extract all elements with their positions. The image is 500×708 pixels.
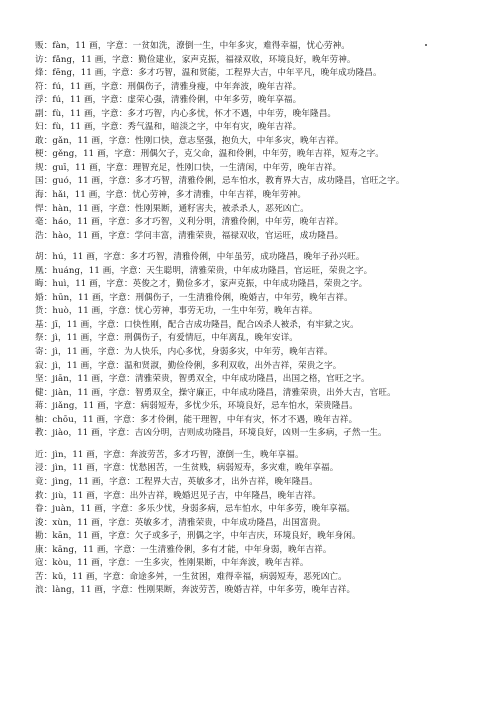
entry-line: 副：fù，11 画，字意：多才巧智，内心多忧，怀才不遇，中年劳，晚年隆昌。 xyxy=(35,108,337,119)
entry-line: 基：jī，11 画，字意：口快性刚，配合吉成功隆昌，配合凶杀人被杀，有牢狱之灾。 xyxy=(35,319,359,330)
entry-line: 晦：huì，11 画，字意：英俊之才，勤俭多才，家声克振，中年成功隆昌，荣贵之字。 xyxy=(35,279,368,290)
entry-line: 浩：hào，11 画，字意：学问丰富，清雅荣贵，福禄双收，官运旺，成功隆昌。 xyxy=(35,230,344,241)
entry-line: 敢：gǎn，11 画，字意：性刚口快，意志坚强，抱负大，中年多灾，晚年吉祥。 xyxy=(35,135,344,146)
entry-line: 浸：jìn，11 画，字意：忧愁困苦，一生贫贱，病弱短寿，多灾难，晚年享福。 xyxy=(35,463,339,474)
entry-line: 婚：hūn，11 画，字意：刑偶伤子，一生清雅伶俐，晚婚吉，中年劳，晚年吉祥。 xyxy=(35,292,353,303)
entry-line: 毫：háo，11 画，字意：多才巧智，义利分明，清雅伶俐，中年劳，晚年吉祥。 xyxy=(35,217,344,228)
entry-line: 竟：jìng，11 画，字意：工程界大吉，英敏多才，出外吉祥，晚年隆昌。 xyxy=(35,476,318,487)
entry-line: 凰：huáng，11 画，字意：天生聪明，清雅荣贵，中年成功隆昌，官运旺，荣贵之字。 xyxy=(35,265,373,276)
corner-dot xyxy=(425,44,427,46)
entry-line: 救：jiù，11 画，字意：出外吉祥，晚婚迟见子吉，中年隆昌，晚年吉祥。 xyxy=(35,490,322,501)
entry-line: 勘：kān，11 画，字意：欠子或多子，刑偶之字，中年吉庆，环境良好，晚年身闲。 xyxy=(35,531,361,542)
entry-line: 访：fǎng，11 画，字意：勤俭建业，家声克振，福禄双收，环境良好，晚年劳神。 xyxy=(35,54,356,65)
entry-section-2 xyxy=(35,251,462,441)
entry-line: 寄：jì，11 画，字意：为人快乐，内心多忧，身弱多灾，中年劳，晚年吉祥。 xyxy=(35,347,333,358)
entry-line: 康：kāng，11 画，字意：一生清雅伶俐，多有才能，中年身弱，晚年吉祥。 xyxy=(35,544,332,555)
entry-line: 眷：juàn，11 画，字意：多乐少忧，身弱多病，忌车怕水，中年多劳，晚年享福。 xyxy=(35,504,356,515)
entry-line: 妇：fù，11 画，字意：秀气温和，暗淡之字，中年有灾，晚年吉祥。 xyxy=(35,122,302,133)
entry-line: 货：huò，11 画，字意：忧心劳神，事劳无功，一生中年劳，晚年吉祥。 xyxy=(35,306,318,317)
entry-line: 寂：jì，11 画，字意：温和贤淑，勤俭伶俐，多利双收，出外吉祥，荣贵之字。 xyxy=(35,360,342,371)
entry-line: 浚：xùn，11 画，字意：英敏多才，清雅荣贵，中年成功隆昌，出国富贵。 xyxy=(35,517,326,528)
entry-line: 健：jiàn，11 画，字意：智勇双全，操守廉正，中年成功隆昌，清雅荣贵，出外大吉，官旺。 xyxy=(35,387,396,398)
entry-line: 符：fú，11 画，字意：刑偶伤子，清雅身瘦，中年奔波，晚年吉祥。 xyxy=(35,81,302,92)
entry-line: 苦：kǔ，11 画，字意：命途多舛，一生贫困，难得幸福，病弱短寿，恶死凶亡。 xyxy=(35,571,347,582)
entry-line: 悍：hàn，11 画，字意：性刚果断，通籽害夫，被杀杀人，恶死凶亡。 xyxy=(35,203,309,214)
entry-line: 浮：fú，11 画，字意：虚荣心强，清雅伶俐，中年多劳，晚年享福。 xyxy=(35,95,302,106)
entry-line: 坚：jiān，11 画，字意：清雅荣贵，智勇双全，中年成功隆昌，出国之格，官旺之字。 xyxy=(35,374,370,385)
entry-line: 浪：làng，11 画，字意：性刚果断，奔波劳苦，晚婚吉祥，中年多劳，晚年吉祥。 xyxy=(35,585,356,596)
entry-line: 祭：jì，11 画，字意：刑偶伤子，有爱情厄，中年离乱，晚年安详。 xyxy=(35,333,299,344)
entry-line: 近：jìn，11 画，字意：奔波劳苦，多才巧智，潦倒一生，晚年享福。 xyxy=(35,449,304,460)
entry-line: 贩：fàn，11 画，字意：一贫如洗，潦倒一生，中年多灾，难得幸福，忧心劳神。 xyxy=(35,41,351,51)
entry-section-3 xyxy=(35,449,462,598)
entry-line: 胡：hú，11 画，字意：多才巧智，清雅伶俐，中年虽劳，成功隆昌，晚年子孙兴旺。 xyxy=(35,252,365,263)
entry-line: 寇：kòu，11 画，字意：一生多灾，性刚果断，中年奔波，晚年吉祥。 xyxy=(35,558,309,569)
entry-line: 烽：fēng，11 画，字意：多才巧智，温和贤能，工程界大吉，中年平凡，晚年成功隆昌。 xyxy=(35,68,382,79)
entry-line: 教：jiào，11 画，字意：吉凶分明，吉则成功隆昌，环境良好，凶则一生多病，孑然一生。 xyxy=(35,428,387,439)
entry-line: 规：guī，11 画，字意：理智充足，性刚口快，一生清闲，中年劳，晚年吉祥。 xyxy=(35,162,342,173)
entry-section-1 xyxy=(35,40,462,243)
entry-line: 梗：gěng，11 画，字意：刑偶欠子，克父命，温和伶俐，中年劳，晚年吉祥，短寿之字。 xyxy=(35,149,384,160)
entry-line: 柚：chōu，11 画，字意：多才伶俐，能干理智，中年有灾，怀才不遇，晚年吉祥。 xyxy=(35,414,358,425)
entry-line: 海：hǎi，11 画，字意：忧心劳神，多才清雅，中年吉祥，晚年劳神。 xyxy=(35,190,307,201)
entry-line: 国：guó，11 画，字意：多才巧智，清雅伶俐，忌车怕水，教育界大吉，成功隆昌，官旺之字。 xyxy=(35,176,405,187)
entry-line: 蒋：jiǎng，11 画，字意：病弱短寿，多忧少乐，环境良好，忌车怕水，荣贵隆昌。 xyxy=(35,401,358,412)
